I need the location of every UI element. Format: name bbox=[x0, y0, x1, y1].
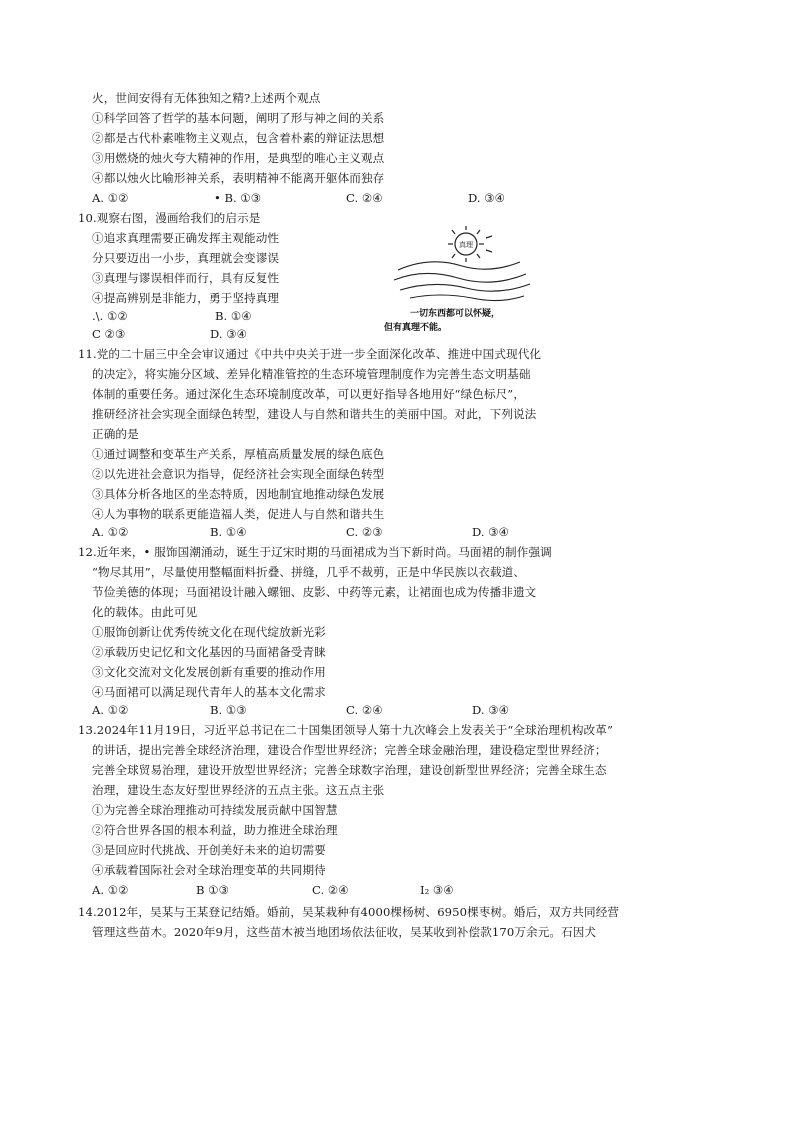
hills-drawing bbox=[394, 262, 530, 301]
q12-item-1: ①服饰创新让优秀传统文化在现代绽放新光彩 bbox=[92, 625, 326, 639]
q9-item-1: ①科学回答了哲学的基本问题，阐明了形与神之间的关系 bbox=[92, 111, 385, 125]
q9-option-c: C. ②④ bbox=[346, 191, 383, 205]
q13-stem-line-3: 完善全球贸易治理，建设开放型世界经济；完善全球数字治理，建设创新型世界经济；完善全球生态 bbox=[92, 763, 607, 777]
q10-option-c: C ②③ bbox=[92, 327, 126, 341]
q11-stem-line-4: 推研经济社会实现全面绿色转型，建设人与自然和谐共生的美丽中国。对此，下列说法 bbox=[92, 407, 537, 421]
q13-item-3: ③是回应时代挑战、开创美好未来的迫切需要 bbox=[92, 843, 326, 857]
cartoon-drawing bbox=[380, 222, 540, 334]
q12-stem-line-1: 12.近年来，• 服饰国潮涌动，诞生于辽宋时期的马面裙成为当下新时尚。马面裙的制作强调 bbox=[78, 545, 552, 559]
q9-option-a: A. ①② bbox=[92, 191, 129, 205]
q11-item-4: ④人为事物的联系更能造福人类，促进人与自然和谐共生 bbox=[92, 507, 385, 521]
q10-item-1: ①追求真理需要正确发挥主观能动性 bbox=[92, 231, 280, 245]
q10-option-d: D. ③④ bbox=[210, 327, 248, 341]
sun-label: 真理 bbox=[459, 241, 473, 249]
cartoon-caption-line2: 但有真理不能。 bbox=[384, 323, 448, 333]
q11-item-2: ②以先进社会意识为指导，促经济社会实现全面绿色转型 bbox=[92, 467, 385, 481]
q10-item-2: 分只要迈出一小步，真理就会变谬误 bbox=[92, 251, 280, 265]
q9-option-b: • B. ①③ bbox=[214, 191, 262, 205]
q13-option-c: C. ②④ bbox=[312, 883, 349, 897]
q9-item-3: ③用燃烧的烛火夸大精神的作用，是典型的唯心主义观点 bbox=[92, 151, 385, 165]
q10-item-4: ④提高辨别是非能力，勇于坚持真理 bbox=[92, 291, 280, 305]
q12-item-3: ③文化交流对文化发展创新有重要的推动作用 bbox=[92, 665, 326, 679]
q13-item-4: ④承载着国际社会对全球治理变革的共同期待 bbox=[92, 863, 326, 877]
cartoon-caption-line1: 一切东西都可以怀疑， bbox=[410, 309, 501, 319]
q11-option-d: D. ③④ bbox=[472, 525, 510, 539]
q10-option-b: B. ①④ bbox=[215, 309, 252, 323]
q13-stem-line-1: 13.2024年11月19日，习近平总书记在二十国集团领导人第十九次峰会上发表关于“全球治理机构改革” bbox=[78, 723, 613, 737]
q12-option-a: A. ①② bbox=[92, 703, 129, 717]
q13-option-b: B ①③ bbox=[196, 883, 229, 897]
q12-stem-line-3: 节俭美德的体现；马面裙设计融入螺钿、皮影、中药等元素，让裙面也成为传播非遗文 bbox=[92, 585, 537, 599]
q12-item-2: ②承载历史记忆和文化基因的马面裙备受青睐 bbox=[92, 645, 326, 659]
q9-item-2: ②都是古代朴素唯物主义观点，包含着朴素的辩证法思想 bbox=[92, 131, 385, 145]
q11-stem-line-1: 11.党的二十届三中全会审议通过《中共中央关于进一步全面深化改革、推进中国式现代化 bbox=[78, 347, 542, 361]
q12-option-c: C. ②④ bbox=[346, 703, 383, 717]
q10-item-3: ③真理与谬误相伴而行，具有反复性 bbox=[92, 271, 280, 285]
q13-stem-line-4: 治理，建设生态友好型世界经济的五点主张。这五点主张 bbox=[92, 783, 385, 797]
q11-item-1: ①通过调整和变革生产关系，厚植高质量发展的绿色底色 bbox=[92, 447, 385, 461]
q12-option-b: B. ①③ bbox=[210, 703, 247, 717]
q9-stem-tail: 火，世间安得有无体独知之精?上述两个观点 bbox=[92, 91, 321, 105]
q10-stem: 10.观察右图，漫画给我们的启示是 bbox=[78, 211, 261, 225]
q11-option-a: A. ①② bbox=[92, 525, 129, 539]
q12-stem-line-4: 化的载体。由此可见 bbox=[92, 605, 198, 619]
q11-stem-line-2: 的决定》，将实施分区域、差异化精准管控的生态环境管理制度作为完善生态文明基础 bbox=[92, 367, 531, 381]
q11-stem-line-5: 正确的是 bbox=[92, 427, 139, 441]
q14-stem-line-2: 管理这些苗木。2020年9月，这些苗木被当地团场依法征收，吴某收到补偿款170万余元。石因犬 bbox=[92, 925, 597, 939]
q10-cartoon bbox=[380, 222, 540, 334]
q11-item-3: ③具体分析各地区的坐态特质，因地制宜地推动绿色发展 bbox=[92, 487, 385, 501]
q11-stem-line-3: 体制的重要任务。通过深化生态环境制度改革，可以更好指导各地用好“绿色标尺”， bbox=[92, 387, 526, 401]
q13-option-d: I₂ ③④ bbox=[420, 883, 454, 897]
q11-option-c: C. ②③ bbox=[346, 525, 383, 539]
q13-item-1: ①为完善全球治理推动可持续发展贡献中国智慧 bbox=[92, 803, 338, 817]
q10-option-a: .\. ①② bbox=[92, 309, 128, 323]
q11-option-b: B. ①④ bbox=[210, 525, 247, 539]
q12-item-4: ④马面裙可以满足现代青年人的基本文化需求 bbox=[92, 685, 326, 699]
q14-stem-line-1: 14.2012年，吴某与王某登记结婚。婚前，吴某栽种有4000棵杨树、6950棵枣树。婚后，双方共同经营 bbox=[78, 905, 620, 919]
q13-stem-line-2: 的讲话，提出完善全球经济治理，建设合作型世界经济；完善全球金融治理，建设稳定型世界经济； bbox=[92, 743, 607, 757]
q13-item-2: ②符合世界各国的根本利益，助力推进全球治理 bbox=[92, 823, 338, 837]
q9-item-4: ④都以烛火比喻形神关系，表明精神不能离开躯体而独存 bbox=[92, 171, 385, 185]
q13-option-a: A. ①② bbox=[92, 883, 129, 897]
q12-option-d: D. ③④ bbox=[472, 703, 510, 717]
q9-option-d: D. ③④ bbox=[468, 191, 506, 205]
q12-stem-line-2: “物尽其用”，尽量使用整幅面料折叠、拼缝，几乎不裁剪，正是中华民族以衣载道、 bbox=[92, 565, 526, 579]
